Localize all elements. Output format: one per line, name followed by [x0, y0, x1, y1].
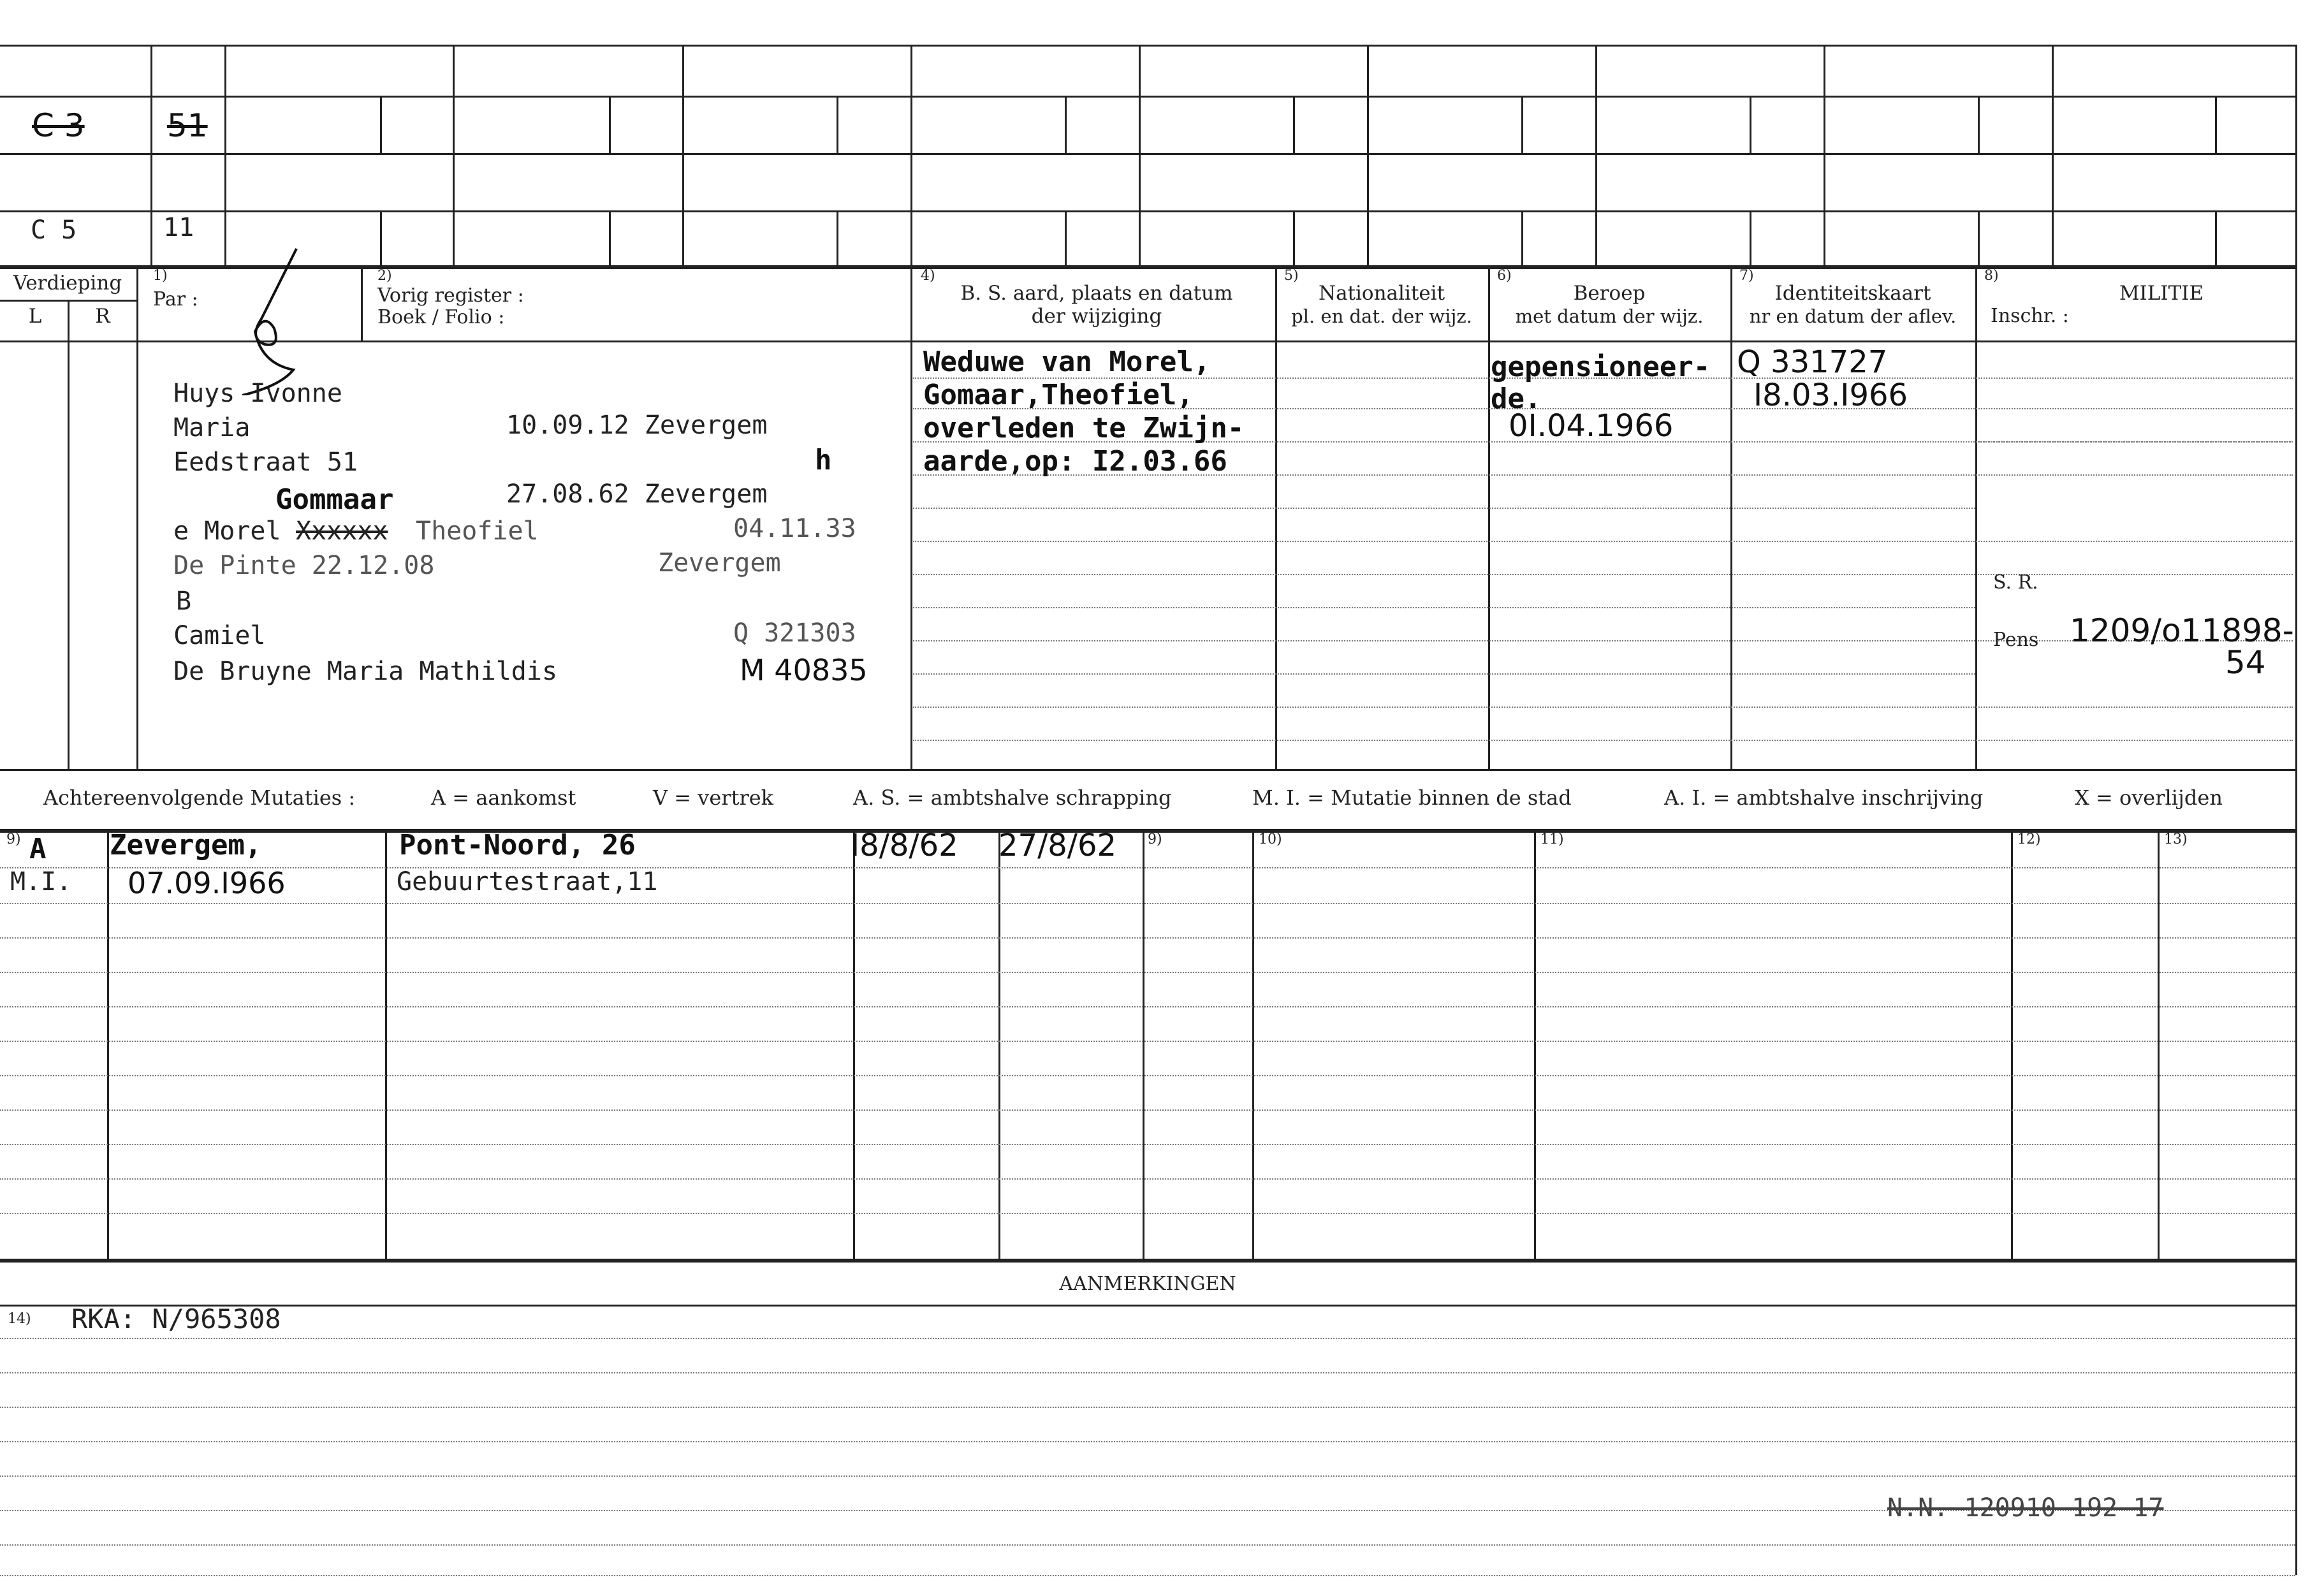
footnote-5: 5) [1284, 268, 1299, 284]
footnote-7: 7) [1739, 268, 1754, 284]
aanmerking-text: RKA: N/965308 [71, 1303, 281, 1335]
bs-line-3: overleden te Zwijn- [923, 412, 1245, 444]
vorig-register-label: Vorig register : [377, 284, 524, 307]
col-l-label: L [28, 305, 42, 328]
par-label: Par : [153, 288, 198, 311]
person-name: Huys Ivonne [173, 379, 342, 408]
footnote-9: 9) [6, 831, 21, 847]
pens-label: Pens [1993, 629, 2039, 651]
person-code-b: B [176, 587, 192, 616]
pens-number-suffix: 54 [2225, 644, 2266, 681]
footnote-2: 2) [377, 268, 392, 284]
identiteitskaart-header: Identiteitskaart [1774, 282, 1931, 305]
spouse-firstname: Theofiel [416, 516, 539, 546]
spouse-birth: 27.08.62 Zevergem [506, 480, 768, 509]
legend-a: A = aankomst [431, 786, 576, 810]
boek-folio-label: Boek / Folio : [377, 306, 505, 328]
mutation-address: Gebuurtestraat,11 [397, 867, 658, 897]
mutaties-title: Achtereenvolgende Mutaties : [43, 786, 356, 810]
pens-number: 1209/o11898- [2070, 612, 2294, 649]
legend-as: A. S. = ambtshalve schrapping [853, 786, 1172, 810]
footnote-8: 8) [1984, 268, 1999, 284]
top-row-code: C 3 [32, 107, 85, 144]
sr-label: S. R. [1993, 571, 2038, 594]
footnote-1: 1) [153, 268, 168, 284]
mutation-type: A [29, 833, 47, 865]
bs-line-1: Weduwe van Morel, [923, 346, 1211, 378]
spouse-birthplace: De Pinte 22.12.08 [173, 551, 435, 580]
legend-v: V = vertrek [653, 786, 774, 810]
mother-number: M 40835 [740, 653, 868, 687]
aanmerkingen-title: AANMERKINGEN [1059, 1273, 1236, 1295]
footnote-10: 10) [1259, 831, 1282, 847]
legend-ai: A. I. = ambtshalve inschrijving [1664, 786, 1984, 810]
spouse-name: Gommaar [275, 483, 394, 516]
beroep-date: 0I.04.1966 [1509, 408, 1674, 444]
mutation-date: 07.09.I966 [128, 866, 286, 900]
father-number: Q 321303 [733, 619, 856, 648]
mutation-type: M.I. [10, 867, 72, 897]
national-number: N.N. 120910 192 17 [1887, 1493, 2164, 1523]
mutation-date-1: I8/8/62 [851, 828, 958, 863]
militie-header: MILITIE [2119, 282, 2204, 305]
bs-line-2: Gomaar,Theofiel, [923, 379, 1194, 411]
top-row-code: C 5 [31, 216, 77, 245]
person-address: Eedstraat 51 [173, 448, 358, 477]
spouse-surname: e Morel [173, 516, 281, 546]
identiteitskaart-subheader: nr en datum der aflev. [1749, 305, 1957, 327]
mutation-place: Zevergem, [110, 829, 262, 861]
top-row-number: 51 [167, 107, 208, 144]
footnote-6: 6) [1497, 268, 1512, 284]
father-name: Camiel [173, 621, 266, 650]
person-birth: 10.09.12 Zevergem [506, 411, 768, 440]
beroep-line-1: gepensioneer- [1491, 351, 1711, 383]
verdieping-label: Verdieping [13, 272, 122, 295]
footnote-11: 11) [1540, 831, 1564, 847]
beroep-subheader: met datum der wijz. [1515, 305, 1704, 327]
beroep-header: Beroep [1573, 282, 1646, 305]
footnote-9b: 9) [1148, 831, 1162, 847]
legend-mi: M. I. = Mutatie binnen de stad [1252, 786, 1572, 810]
nationaliteit-subheader: pl. en dat. der wijz. [1291, 305, 1472, 327]
top-row-number: 11 [163, 213, 194, 242]
legend-x: X = overlijden [2075, 786, 2223, 810]
mutation-date-2: 27/8/62 [998, 828, 1117, 863]
id-card-number: Q 331727 [1737, 344, 1888, 380]
mother-name: De Bruyne Maria Mathildis [173, 657, 558, 686]
check-mark-icon [236, 242, 312, 395]
spouse-date: 04.11.33 [733, 514, 856, 543]
mutation-address: Pont-Noord, 26 [399, 829, 636, 861]
spouse-residence: Zevergem [658, 548, 781, 578]
footnote-12: 12) [2017, 831, 2041, 847]
footnote-14: 14) [8, 1311, 31, 1327]
bs-header-line2: der wijziging [1031, 305, 1162, 328]
crossed-out-text: Xxxxxx [296, 516, 388, 546]
footnote-13: 13) [2164, 831, 2188, 847]
bs-line-4: aarde,op: I2.03.66 [923, 445, 1227, 478]
bs-header-line1: B. S. aard, plaats en datum [960, 282, 1233, 305]
nationaliteit-header: Nationaliteit [1318, 282, 1445, 305]
col-r-label: R [95, 305, 110, 328]
person-marker: h [815, 444, 832, 476]
footnote-4: 4) [921, 268, 935, 284]
inschr-label: Inschr. : [1991, 305, 2069, 327]
id-card-date: I8.03.I966 [1753, 377, 1908, 413]
beroep-line-2: de. [1491, 383, 1542, 415]
person-given-name: Maria [173, 413, 251, 443]
